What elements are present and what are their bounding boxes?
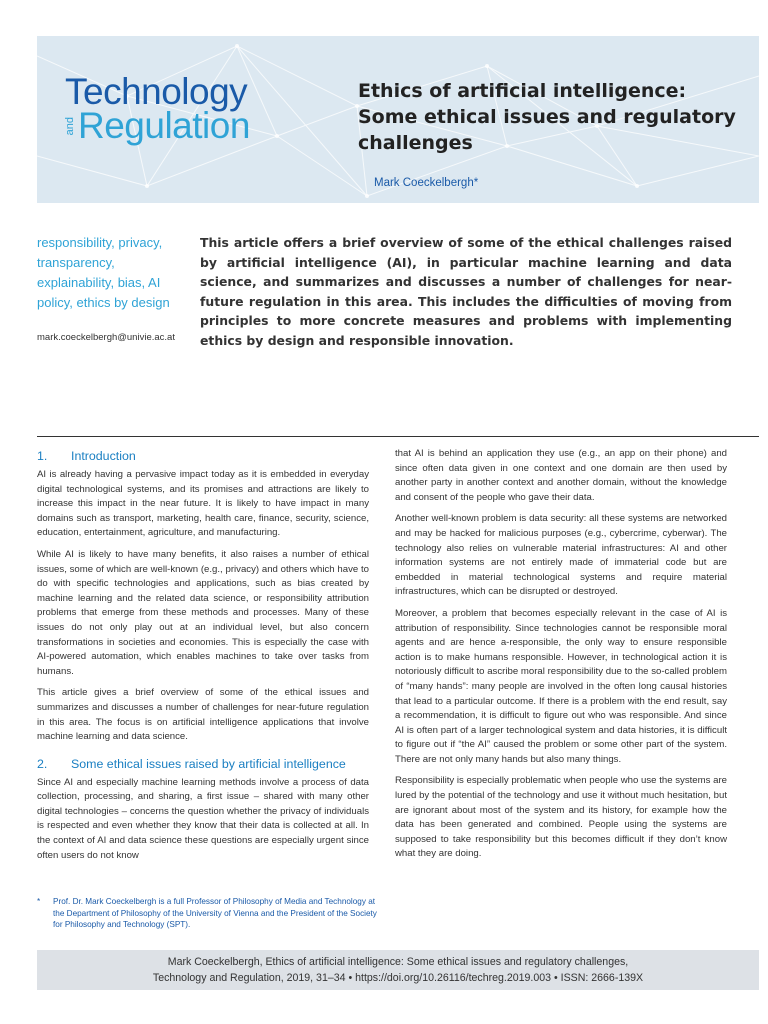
keywords: responsibility, privacy, transparency, explainability, bias, AI policy, ethics by design	[37, 235, 170, 310]
logo-and: and	[64, 116, 76, 136]
article-title: Ethics of artificial intelligence: Some ethical issues and regulatory challenges	[358, 80, 736, 154]
journal-logo	[64, 71, 250, 146]
citation-line-2[interactable]: Technology and Regulation, 2019, 31–34 • https://doi.org/10.26116/techreg.2019.003 • ISSN: 2666-139X	[152, 972, 644, 984]
logo-technology: Technology	[65, 71, 248, 112]
paragraph: Since AI and especially machine learning methods involve a process of data collection, processing, and sharing, a first issue – shared with many other digital technologies – concerns the question whether the privacy of individuals is respected and even whether they know that their data is collected at all. In the context of AI and data science these questions are especially urgent since often users do not know	[37, 776, 369, 861]
paragraph: Responsibility is especially problematic when people who use the systems are lured by the potential of the technology and use it without much hesitation, but are ignorant about most of the system and its history, for example how the data has been generated and combined. People using the systems are supposed to take responsibility but this becomes difficult if they don’t know what they are doing.	[395, 775, 727, 860]
article-author: Mark Coeckelbergh*	[374, 177, 479, 189]
divider	[37, 436, 759, 437]
left-column	[37, 449, 369, 870]
article-header	[37, 36, 759, 203]
citation-line-1: Mark Coeckelbergh, Ethics of artificial intelligence: Some ethical issues and regulatory challenges,	[167, 956, 629, 968]
paragraph: Another well-known problem is data security: all these systems are networked and may be hacked for malicious purposes (e.g., cybercrime, cyberwar). The technology also relies on vulnerable material infrastructures: AI and other information systems are not entirely made of immaterial code but are embedded in material technological systems and require material infrastructures, which can be disrupted or destroyed.	[395, 513, 727, 598]
paragraph: AI is already having a pervasive impact today as it is embedded in everyday digital technological systems, and its promises and attractions are likely to increase this impact in the near future. It is likely to have impact in many domains such as transport, marketing, health care, finance, security, science, education, entertainment, agriculture, and manufacturing.	[37, 469, 369, 539]
paragraph: Moreover, a problem that becomes especially relevant in the case of AI is attribution of responsibility. Since technologies cannot be responsible moral agents and are hence a-responsible, the only way to ensure responsible action is to make humans responsible. However, in technological action it is notoriously difficult to ascribe moral responsibility due to the so-called problem of “many hands”: many people are involved in the often long causal histories that lead to a particular outcome. If there is a problem with the end result, say a recommendation, it is difficult to figure out who was responsible. And since AI is often part of a larger technological system and data histories, it is difficult to figure out if “the AI” caused the problem or some other part of the system. There are not only many hands but also many things.	[395, 607, 727, 765]
paragraph: While AI is likely to have many benefits, it also raises a number of ethical issues, some of which are well-known (e.g., privacy) and others which have to do with specific technologies and applications, such as bias created by machine learning and the related data science, or responsibility attribution problems that emerge from these methods and processes. Many of these issues do not only play out at an individual level, but also concern transformations in societies and economies. This is especially the case with AI-powered automation, which enables machines to take over tasks from humans.	[37, 548, 369, 677]
section-number: 1.	[37, 449, 48, 463]
section-heading-ethical-issues	[37, 757, 369, 772]
abstract: This article offers a brief overview of some of the ethical challenges raised by artificial intelligence (AI), in particular machine learning and data science, and summarizes and discusses a number of challenges for near-future regulation in this area. This includes the difficulties of moving from principles to more concrete measures and problems with implementing ethics by design and responsible innovation.	[200, 235, 732, 348]
citation-footer	[37, 950, 759, 990]
section-heading-introduction	[37, 449, 369, 464]
footnote-text: Prof. Dr. Mark Coeckelbergh is a full Professor of Philosophy of Media and Technology at the Department of Philosophy of the University of Vienna and the President of the Society for Philosophy and Technology (SPT).	[53, 897, 377, 930]
section-number: 2.	[37, 756, 48, 771]
paragraph: This article gives a brief overview of some of the ethical issues and summarizes and discusses a number of challenges for near-future regulation in this area. The focus is on artificial intelligence applications that involve machine learning and data science.	[37, 687, 369, 743]
section-title: Introduction	[71, 449, 136, 463]
paragraph: that AI is behind an application they use (e.g., an app on their phone) and since often data given in one context and one domain are then used by another party in another context and another domain, without the knowledge and consent of the people who gave their data.	[395, 448, 727, 503]
right-column	[395, 447, 727, 869]
footnote-mark: *	[37, 897, 41, 906]
section-title: Some ethical issues raised by artificial intelligence	[71, 756, 346, 771]
footnote	[37, 896, 377, 931]
author-email[interactable]: mark.coeckelbergh@univie.ac.at	[37, 332, 175, 343]
logo-regulation: Regulation	[78, 105, 250, 146]
